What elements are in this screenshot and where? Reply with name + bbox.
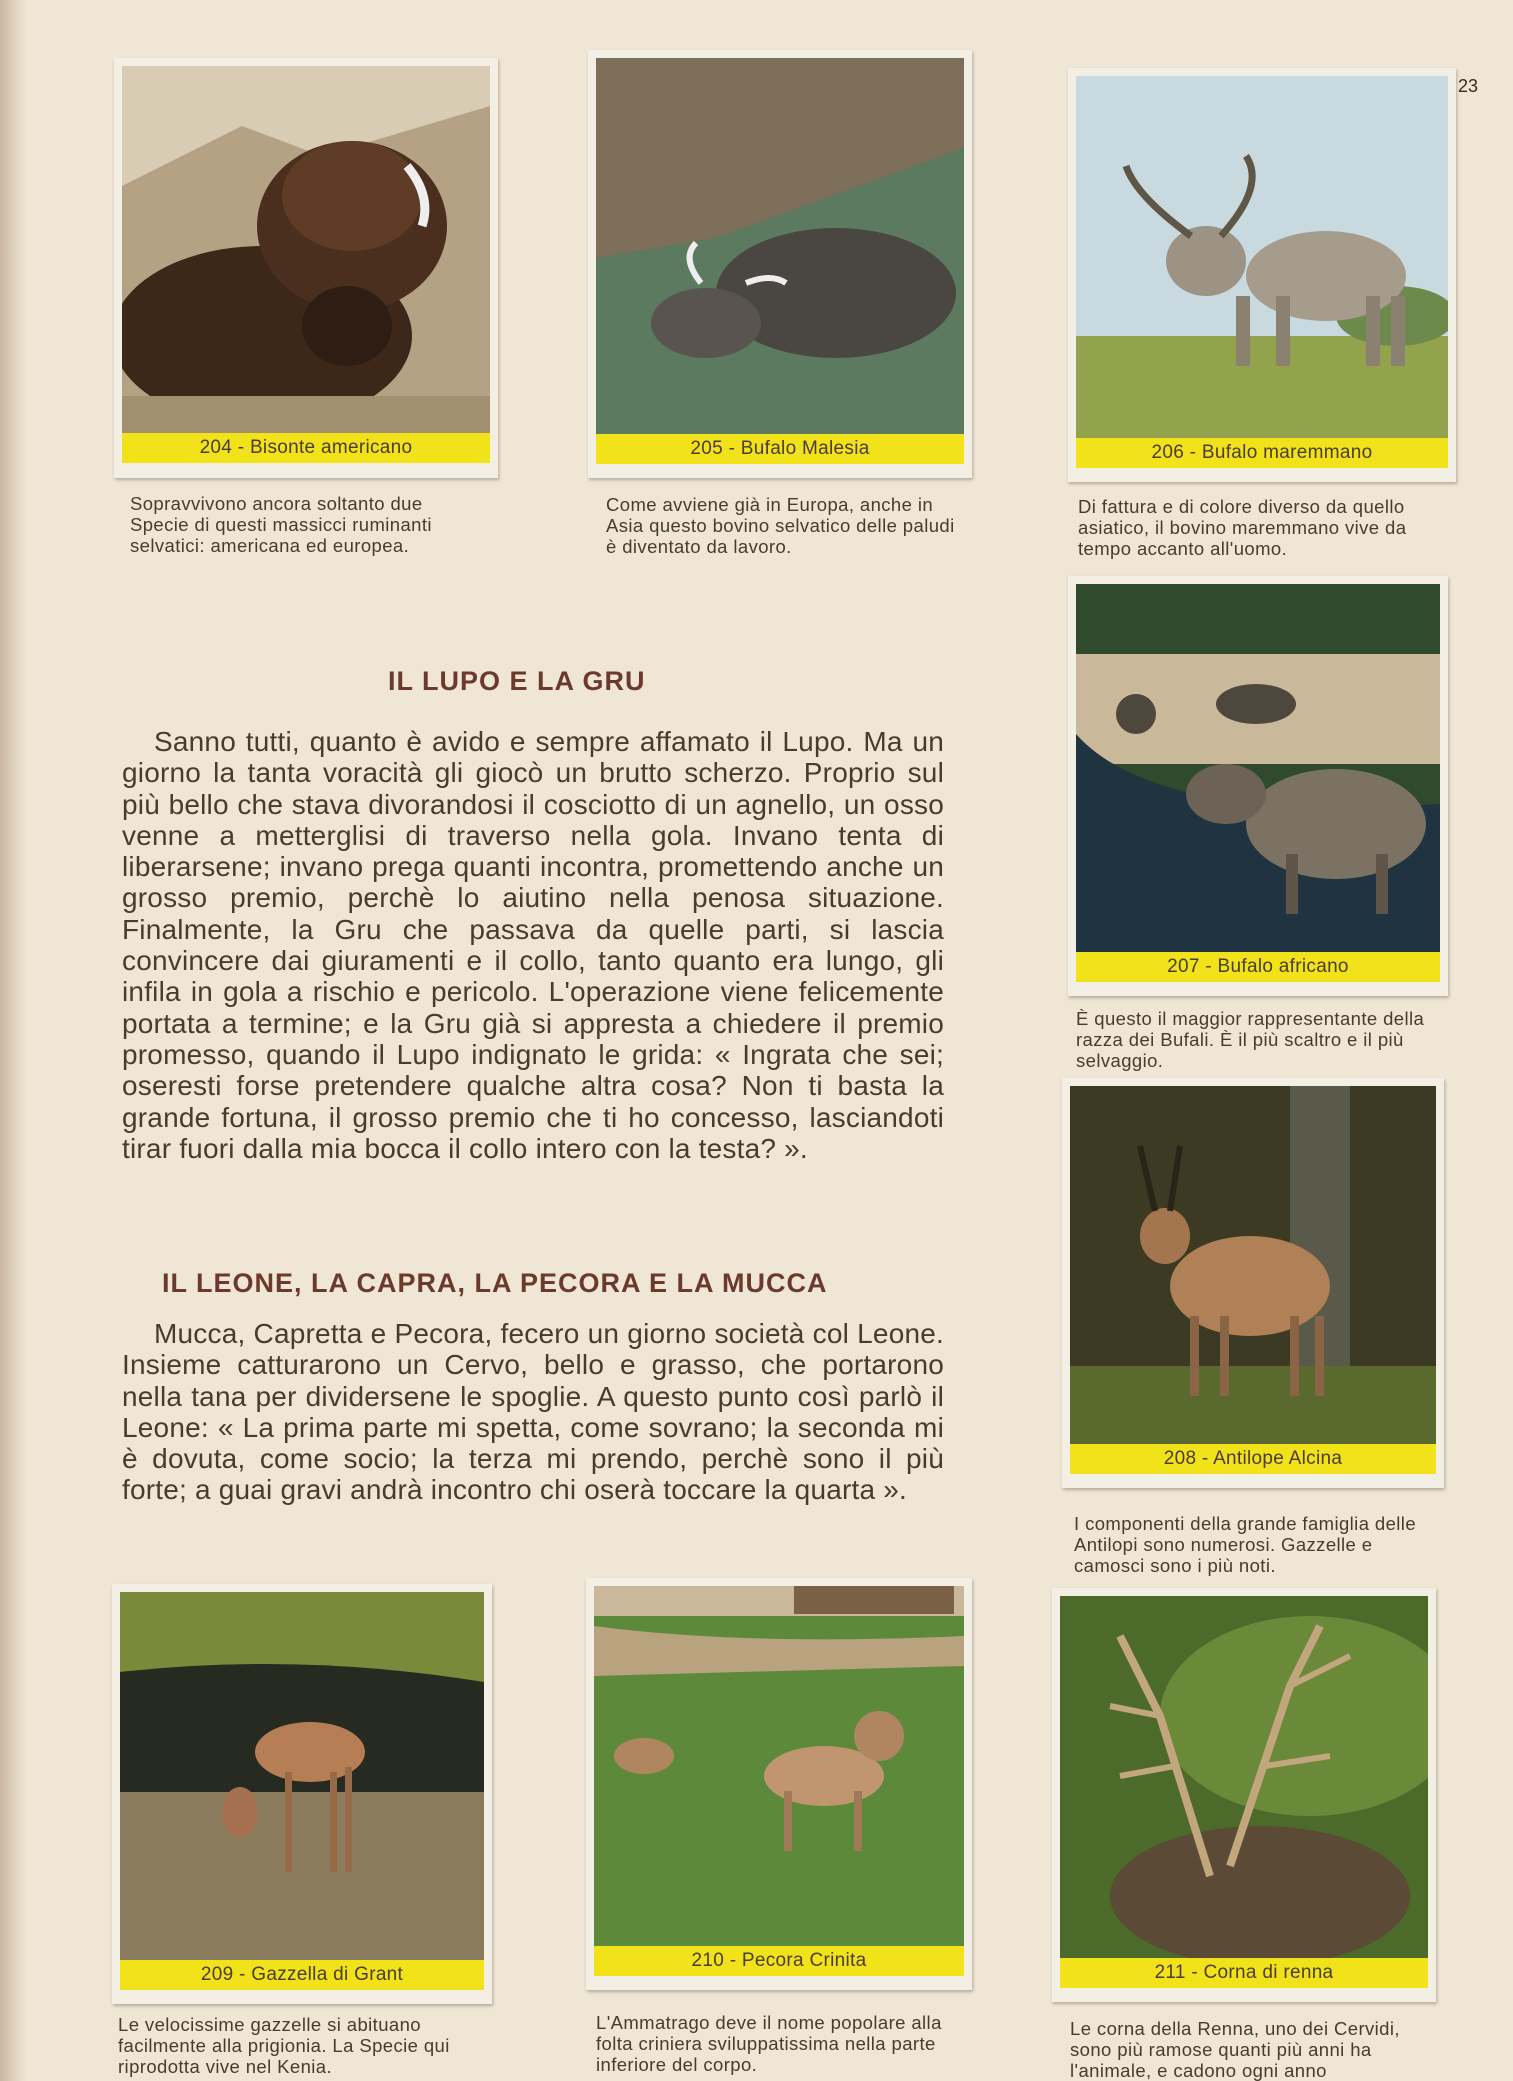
photo-buffalo-malesia xyxy=(596,58,964,436)
card-caption-204: Sopravvivono ancora soltanto due Specie di questi massicci ruminanti selvatici: americana ed europea. xyxy=(130,493,432,556)
card-caption-207: È questo il maggior rappresentante della razza dei Bufali. È il più scaltro e il più selvaggio. xyxy=(1076,1008,1425,1071)
photo-gazzella-di-grant xyxy=(120,1592,484,1962)
card-label: 210 - Pecora Crinita xyxy=(594,1946,964,1976)
story-text-lupo-gru: Sanno tutti, quanto è avido e sempre affamato il Lupo. Ma un giorno la tanta voracità gli giocò un brutto scherzo. Proprio sul più bello che stava divorandosi il cosciotto di un agnello, un osso venne a metterglisi di traverso nella gola. Invano tenta di liberarsene; invano prega quanti incontra, promettendo anche un grosso premio, perchè lo aiutino nella penosa situazione. Finalmente, la Gru che passava da quelle parti, si lascia convincere dai giuramenti e il collo, tanto quanto era lungo, gli infila in gola a rischio e pericolo. L'operazione viene felicemente portata a termine; e la Gru già si appresta a chiedere il premio promesso, quando il Lupo indignato le grida: « Ingrata che sei; oseresti forse pretendere qualche altra cosa? Non ti basta la grande fortuna, il grosso premio che ti ho concesso, lasciandoti tirar fuori dalla mia bocca il collo intero con la testa? ». xyxy=(122,726,944,1164)
card-caption-205: Come avviene già in Europa, anche in Asia questo bovino selvatico delle paludi è diventato da lavoro. xyxy=(606,494,955,557)
card-210 xyxy=(586,1578,972,1990)
card-206 xyxy=(1068,68,1456,482)
card-caption-210: L'Ammatrago deve il nome popolare alla folta criniera sviluppatissima nella parte inferiore del corpo. xyxy=(596,2012,942,2075)
photo-bison xyxy=(122,66,490,436)
photo-bufalo-africano xyxy=(1076,584,1440,954)
story-title-lupo-gru: IL LUPO E LA GRU xyxy=(388,666,646,696)
card-208 xyxy=(1062,1078,1444,1488)
card-209 xyxy=(112,1584,492,2004)
card-label: 205 - Bufalo Malesia xyxy=(596,434,964,464)
card-207 xyxy=(1068,576,1448,996)
photo-bufalo-maremmano xyxy=(1076,76,1448,440)
page-number: 23 xyxy=(1458,76,1479,96)
card-caption-211: Le corna della Renna, uno dei Cervidi, sono più ramose quanti più anni ha l'animale, e cadono ogni anno xyxy=(1070,2018,1400,2081)
card-label: 204 - Bisonte americano xyxy=(122,433,490,463)
card-label: 207 - Bufalo africano xyxy=(1076,952,1440,982)
card-label: 208 - Antilope Alcina xyxy=(1070,1444,1436,1474)
card-label: 211 - Corna di renna xyxy=(1060,1958,1428,1988)
photo-pecora-crinita xyxy=(594,1586,964,1948)
card-204 xyxy=(114,58,498,478)
story-text-leone: Mucca, Capretta e Pecora, fecero un giorno società col Leone. Insieme catturarono un Cervo, bello e grasso, che portarono nella tana per dividersene le spoglie. A questo punto così parlò il Leone: « La prima parte mi spetta, come sovrano; la seconda mi è dovuta, come socio; la terza mi prendo, perchè sono il più forte; a guai gravi andrà incontro chi oserà toccare la quarta ». xyxy=(122,1318,944,1506)
card-caption-206: Di fattura e di colore diverso da quello asiatico, il bovino maremmano vive da tempo accanto all'uomo. xyxy=(1078,496,1407,559)
story-title-leone: IL LEONE, LA CAPRA, LA PECORA E LA MUCCA xyxy=(162,1268,828,1298)
photo-corna-di-renna xyxy=(1060,1596,1428,1960)
card-caption-209: Le velocissime gazzelle si abituano facilmente alla prigionia. La Specie qui riprodotta vive nel Kenia. xyxy=(118,2014,450,2077)
card-211 xyxy=(1052,1588,1436,2002)
card-caption-208: I componenti della grande famiglia delle Antilopi sono numerosi. Gazzelle e camosci sono i più noti. xyxy=(1074,1513,1417,1576)
photo-antilope-alcina xyxy=(1070,1086,1436,1446)
card-205 xyxy=(588,50,972,478)
card-label: 206 - Bufalo maremmano xyxy=(1076,438,1448,468)
card-label: 209 - Gazzella di Grant xyxy=(120,1960,484,1990)
page-edge xyxy=(0,0,28,2081)
